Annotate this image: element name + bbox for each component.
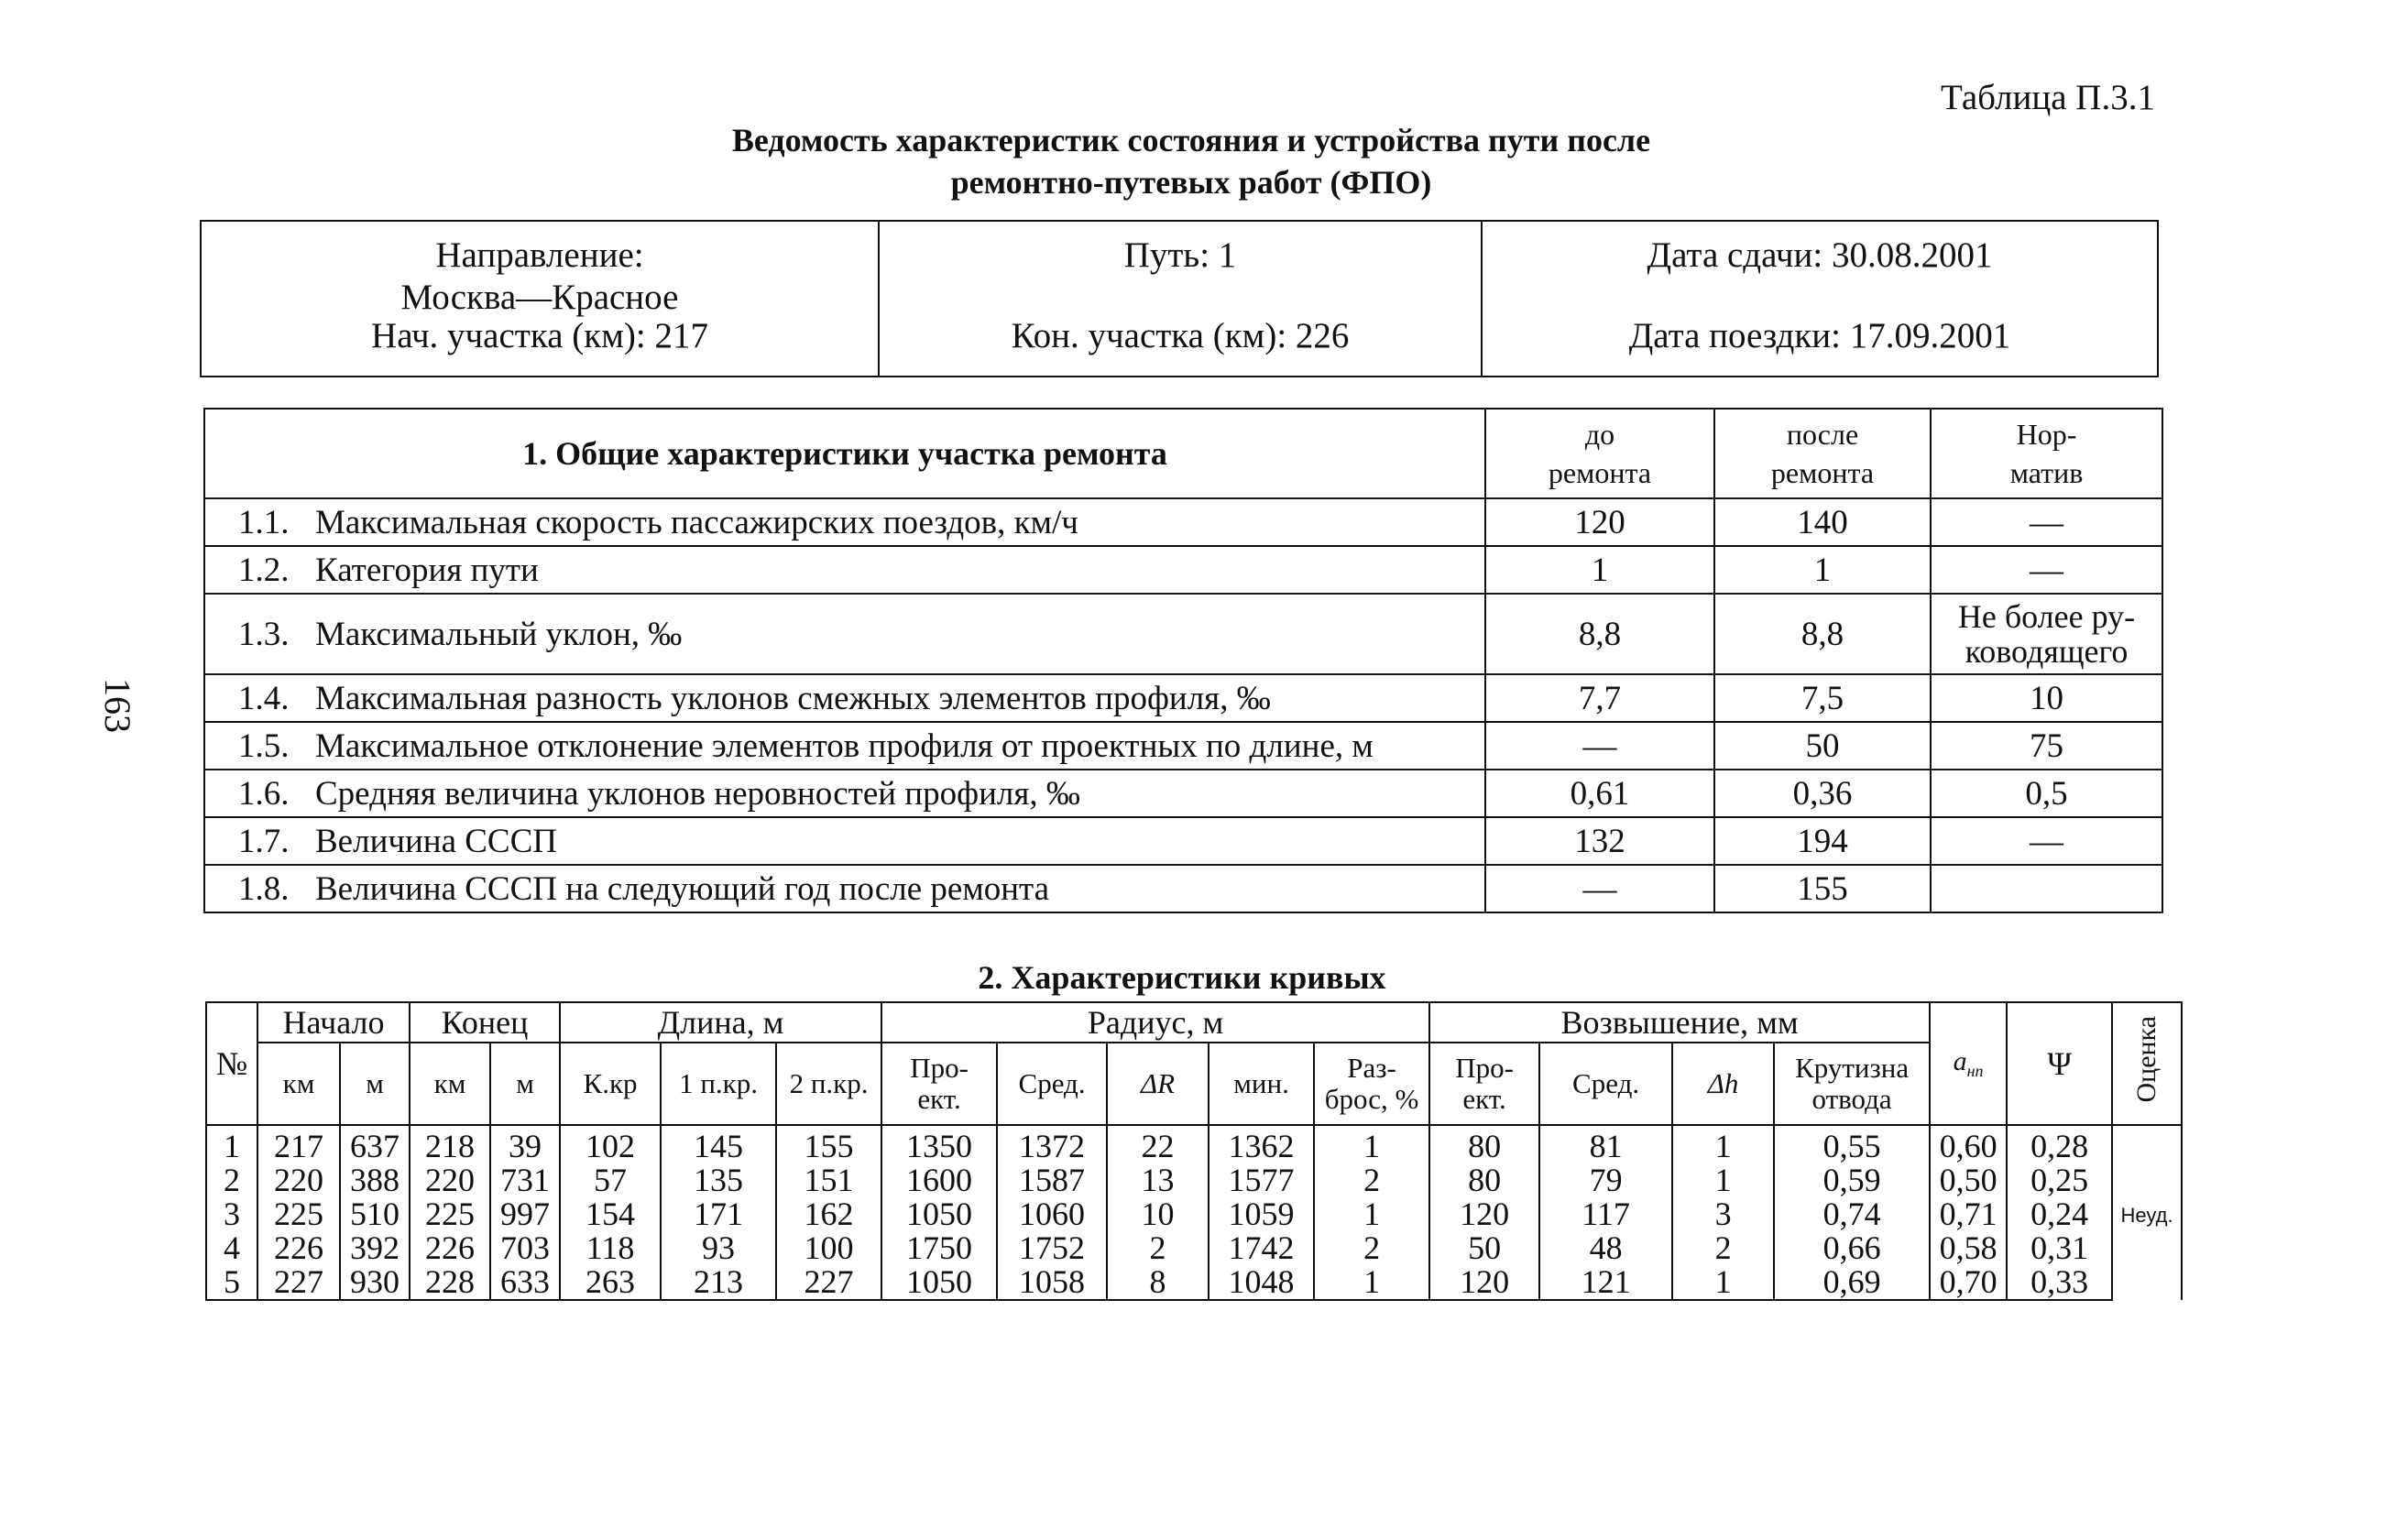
radius-spread: 1 [1314,1197,1429,1231]
row-text: Максимальная разность уклонов смежных элементов профиля, ‰ [315,679,1271,717]
row-label [204,498,1485,546]
curve-no: 5 [206,1265,257,1300]
end-km: 228 [410,1265,490,1300]
start-km: Нач. участка (км): 217 [371,316,708,355]
proj-line2: ект. [917,1083,961,1115]
proj-line1: Про- [910,1052,969,1084]
steep-line1: Крутизна [1795,1052,1910,1084]
col-length-p1: 1 п.кр. [661,1043,776,1125]
value-after: 155 [1714,865,1931,912]
radius-avg: 1587 [997,1163,1107,1197]
elev-steep: 0,74 [1774,1197,1930,1231]
col-radius-avg: Сред. [997,1043,1107,1125]
elev-dh: 1 [1672,1125,1774,1163]
col-length-p2: 2 п.кр. [776,1043,881,1125]
section2-title: 2. Характеристики кривых [978,959,1386,996]
col-group-radius: Радиус, м [881,1002,1429,1043]
table-row [204,498,2162,546]
radius-min: 1048 [1209,1265,1314,1300]
col-before-line1: до [1584,418,1615,451]
elev-dh: 2 [1672,1231,1774,1265]
row-label [204,865,1485,912]
table-row [204,770,2162,817]
spread-line2: брос, % [1324,1083,1419,1115]
col-elev-avg: Сред. [1539,1043,1672,1125]
row-label [204,546,1485,594]
end-m: 39 [490,1125,560,1163]
row-label [204,770,1485,817]
table-number: Таблица П.3.1 [1941,78,2155,117]
row-label [204,674,1485,722]
length-p2: 162 [776,1197,881,1231]
end-km: 225 [410,1197,490,1231]
start-m: 392 [340,1231,410,1265]
start-m: 388 [340,1163,410,1197]
direction-value: Москва—Красное [400,278,679,317]
radius-min: 1059 [1209,1197,1314,1231]
radius-proj: 1750 [881,1231,997,1265]
elev-avg: 121 [1539,1265,1672,1300]
elev-steep: 0,66 [1774,1231,1930,1265]
col-before-repair [1485,409,1714,498]
row-text: Максимальная скорость пассажирских поездов, км/ч [315,503,1078,541]
elev-dh: 1 [1672,1265,1774,1300]
general-characteristics-table [203,408,2163,913]
end-m: 997 [490,1197,560,1231]
curves-table [205,1001,2183,1301]
value-norm: — [1931,498,2162,546]
psi-value: 0,31 [2007,1231,2112,1265]
elev-proj: 120 [1429,1265,1539,1300]
col-end-m: м [490,1043,560,1125]
value-before: — [1485,865,1714,912]
radius-dr: 8 [1107,1265,1209,1300]
length-kkr: 57 [560,1163,661,1197]
table-row [204,674,2162,722]
col-radius-dr: ΔR [1107,1043,1209,1125]
table-row [206,1197,2182,1231]
value-after: 1 [1714,546,1931,594]
row-text: Максимальный уклон, ‰ [315,615,683,653]
track-number: Путь: 1 [1123,235,1237,275]
psi-value: 0,24 [2007,1197,2112,1231]
direction-cell [201,221,879,377]
length-p2: 100 [776,1231,881,1265]
psi-value: 0,25 [2007,1163,2112,1197]
table-row [206,1125,2182,1163]
radius-dr: 22 [1107,1125,1209,1163]
col-after-repair [1714,409,1931,498]
title-line-2: ремонтно-путевых работ (ФПО) [950,164,1432,201]
elev-steep: 0,69 [1774,1265,1930,1300]
curve-no: 1 [206,1125,257,1163]
length-p1: 171 [661,1197,776,1231]
radius-spread: 1 [1314,1125,1429,1163]
value-norm: 0,5 [1931,770,2162,817]
col-grade [2112,1002,2182,1125]
table-row [204,594,2162,674]
length-p1: 213 [661,1265,776,1300]
row-number: 1.1. [238,503,290,541]
col-group-end: Конец [410,1002,560,1043]
start-m: 930 [340,1265,410,1300]
start-m: 637 [340,1125,410,1163]
col-elev-proj [1429,1043,1539,1125]
start-m: 510 [340,1197,410,1231]
length-kkr: 102 [560,1125,661,1163]
page-number: 163 [97,678,138,733]
col-end-km: км [410,1043,490,1125]
radius-avg: 1060 [997,1197,1107,1231]
row-number: 1.7. [238,822,290,860]
elev-dh: 3 [1672,1197,1774,1231]
row-number: 1.8. [238,869,290,908]
value-before: — [1485,722,1714,770]
start-km: 226 [257,1231,340,1265]
section1-title: 1. Общие характеристики участка ремонта [204,409,1485,498]
value-norm: 10 [1931,674,2162,722]
col-elev-steep [1774,1043,1930,1125]
length-p2: 155 [776,1125,881,1163]
elev-proj-line1: Про- [1455,1052,1514,1084]
elev-avg: 79 [1539,1163,1672,1197]
row-number: 1.5. [238,726,290,765]
header-info-table [200,220,2159,377]
col-length-kkr: К.кр [560,1043,661,1125]
value-after: 7,5 [1714,674,1931,722]
table-row [204,722,2162,770]
length-p2: 227 [776,1265,881,1300]
length-kkr: 118 [560,1231,661,1265]
radius-proj: 1050 [881,1197,997,1231]
trip-date: Дата поездки: 17.09.2001 [1628,316,2011,355]
value-before: 1 [1485,546,1714,594]
radius-avg: 1752 [997,1231,1107,1265]
radius-dr: 13 [1107,1163,1209,1197]
grade-header: Оценка [2131,1016,2162,1103]
col-group-elevation: Возвышение, мм [1429,1002,1930,1043]
elev-avg: 117 [1539,1197,1672,1231]
col-number: № [206,1002,257,1125]
a-value: 0,71 [1930,1197,2007,1231]
col-after-line2: ремонта [1770,456,1875,489]
col-norm-line2: матив [2009,456,2084,489]
curve-no: 2 [206,1163,257,1197]
elev-dh: 1 [1672,1163,1774,1197]
radius-min: 1362 [1209,1125,1314,1163]
grade-value: Неуд. [2112,1125,2182,1300]
elev-proj: 120 [1429,1197,1539,1231]
length-p1: 135 [661,1163,776,1197]
radius-avg: 1372 [997,1125,1107,1163]
col-psi: Ψ [2007,1002,2112,1125]
radius-avg: 1058 [997,1265,1107,1300]
col-start-m: м [340,1043,410,1125]
end-m: 633 [490,1265,560,1300]
start-km: 225 [257,1197,340,1231]
end-km: Кон. участка (км): 226 [1011,316,1350,355]
length-p1: 145 [661,1125,776,1163]
radius-spread: 1 [1314,1265,1429,1300]
value-norm: — [1931,817,2162,865]
start-km: 227 [257,1265,340,1300]
table-row [206,1231,2182,1265]
direction-label: Направление: [435,235,644,275]
row-text: Категория пути [315,551,539,589]
col-radius-proj [881,1043,997,1125]
value-norm [1931,865,2162,912]
elev-proj: 80 [1429,1163,1539,1197]
radius-spread: 2 [1314,1231,1429,1265]
radius-min: 1577 [1209,1163,1314,1197]
elev-steep: 0,55 [1774,1125,1930,1163]
length-p1: 93 [661,1231,776,1265]
handover-date: Дата сдачи: 30.08.2001 [1647,235,1993,275]
row-text: Величина СССП [315,822,558,860]
title-line-1: Ведомость характеристик состояния и устройства пути после [731,122,1651,158]
radius-spread: 2 [1314,1163,1429,1197]
row-text: Величина СССП на следующий год после ремонта [315,869,1050,908]
value-after: 8,8 [1714,594,1931,674]
col-a: $a_{нп}$ [1930,1002,2007,1125]
value-norm: — [1931,546,2162,594]
row-number: 1.4. [238,679,290,717]
col-before-line2: ремонта [1548,456,1652,489]
col-radius-spread [1314,1043,1429,1125]
elev-proj: 80 [1429,1125,1539,1163]
table-row [206,1163,2182,1197]
a-value: 0,50 [1930,1163,2007,1197]
elev-avg: 81 [1539,1125,1672,1163]
col-start-km: км [257,1043,340,1125]
col-elev-dh: Δh [1672,1043,1774,1125]
value-norm: 75 [1931,722,2162,770]
radius-dr: 10 [1107,1197,1209,1231]
start-km: 217 [257,1125,340,1163]
end-km: 226 [410,1231,490,1265]
col-norm [1931,409,2162,498]
radius-proj: 1600 [881,1163,997,1197]
table-row [204,817,2162,865]
row-label [204,722,1485,770]
elev-steep: 0,59 [1774,1163,1930,1197]
table-row [204,865,2162,912]
value-norm [1931,594,2162,674]
norm-line2: ководящего [1965,633,2129,670]
row-text: Средняя величина уклонов неровностей профиля, ‰ [315,774,1080,813]
document-title [641,119,1741,203]
col-group-length: Длина, м [560,1002,881,1043]
radius-proj: 1350 [881,1125,997,1163]
row-number: 1.2. [238,551,290,589]
row-number: 1.3. [238,615,290,653]
a-value: 0,60 [1930,1125,2007,1163]
row-label [204,594,1485,674]
col-group-start: Начало [257,1002,410,1043]
value-before: 7,7 [1485,674,1714,722]
row-label [204,817,1485,865]
elev-proj-line2: ект. [1462,1083,1506,1115]
a-value: 0,70 [1930,1265,2007,1300]
length-p2: 151 [776,1163,881,1197]
value-after: 194 [1714,817,1931,865]
row-number: 1.6. [238,774,290,813]
curve-no: 3 [206,1197,257,1231]
curve-no: 4 [206,1231,257,1265]
value-before: 0,61 [1485,770,1714,817]
table-row [204,546,2162,594]
value-after: 140 [1714,498,1931,546]
value-before: 120 [1485,498,1714,546]
a-value: 0,58 [1930,1231,2007,1265]
radius-min: 1742 [1209,1231,1314,1265]
value-before: 132 [1485,817,1714,865]
value-before: 8,8 [1485,594,1714,674]
elev-avg: 48 [1539,1231,1672,1265]
radius-dr: 2 [1107,1231,1209,1265]
length-kkr: 154 [560,1197,661,1231]
spread-line1: Раз- [1347,1052,1396,1084]
row-text: Максимальное отклонение элементов профиля от проектных по длине, м [315,726,1374,765]
norm-line1: Не более ру- [1957,598,2136,635]
dates-cell [1482,221,2158,377]
end-km: 220 [410,1163,490,1197]
col-norm-line1: Нор- [2016,418,2077,451]
start-km: 220 [257,1163,340,1197]
end-m: 703 [490,1231,560,1265]
value-after: 50 [1714,722,1931,770]
col-after-line1: после [1786,418,1859,451]
track-cell [879,221,1482,377]
steep-line2: отвода [1811,1083,1892,1115]
radius-proj: 1050 [881,1265,997,1300]
end-km: 218 [410,1125,490,1163]
psi-value: 0,28 [2007,1125,2112,1163]
table-row [206,1265,2182,1300]
end-m: 731 [490,1163,560,1197]
psi-value: 0,33 [2007,1265,2112,1300]
value-after: 0,36 [1714,770,1931,817]
col-radius-min: мин. [1209,1043,1314,1125]
length-kkr: 263 [560,1265,661,1300]
elev-proj: 50 [1429,1231,1539,1265]
